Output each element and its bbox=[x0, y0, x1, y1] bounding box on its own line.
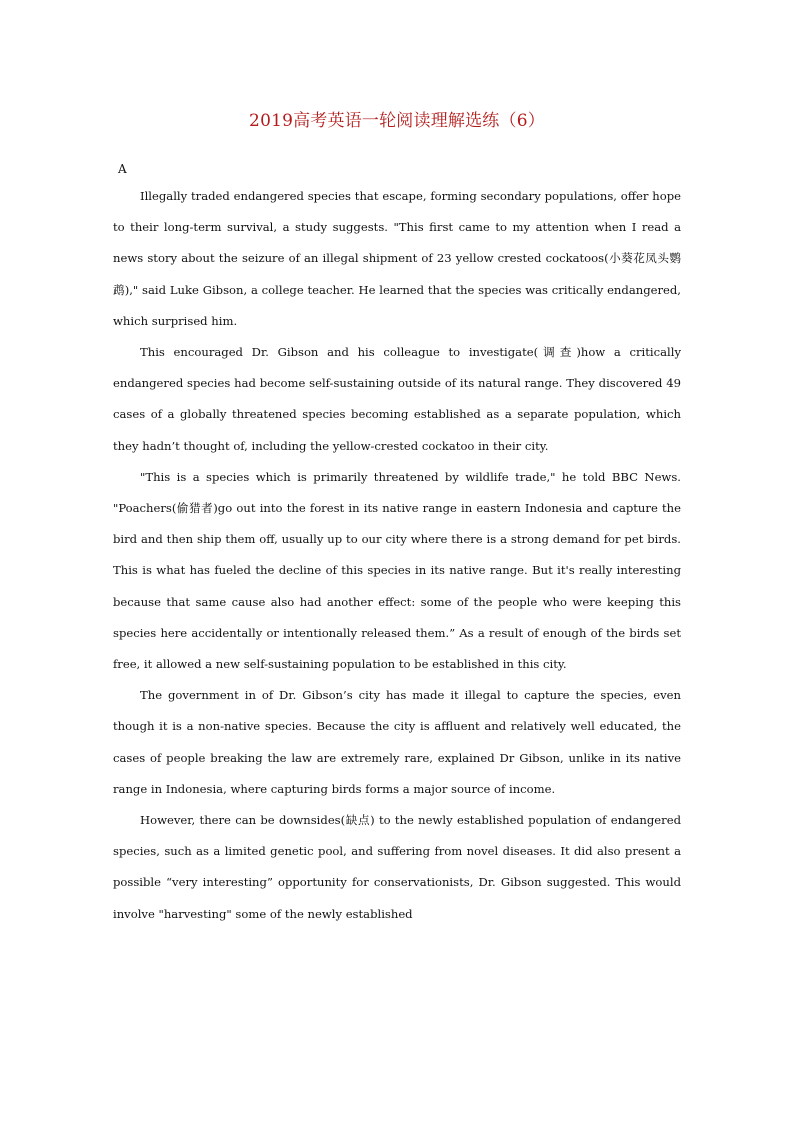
passage-body bbox=[113, 181, 681, 930]
paragraph: The government in of Dr. Gibson’s city has made it illegal to capture the species, even though it is a non-native species. Because the city is affluent and relatively well educated, the cases of people breaking the law are extremely rare, explained Dr Gibson, unlike in its native range in Indonesia, where capturing birds forms a major source of income. bbox=[113, 688, 681, 796]
paragraph: However, there can be downsides(缺点) to the newly established population of endangered species, such as a limited genetic pool, and suffering from novel diseases. It did also present a possible “very interesting” opportunity for conservationists, Dr. Gibson suggested. This would involve "harvesting" some of the newly established bbox=[113, 813, 681, 921]
paragraph: Illegally traded endangered species that escape, forming secondary populations, offer hope to their long-term survival, a study suggests. "This first came to my attention when I read a news story about the seizure of an illegal shipment of 23 yellow crested cockatoos(小葵花凤头鹦鹉)," said Luke Gibson, a college teacher. He learned that the species was critically endangered, which surprised him. bbox=[113, 189, 681, 328]
section-label: A bbox=[118, 162, 127, 176]
document-title: 2019高考英语一轮阅读理解选练（6） bbox=[249, 111, 545, 131]
paragraph: This encouraged Dr. Gibson and his colleague to investigate(调查)how a critically endangered species had become self-sustaining outside of its natural range. They discovered 49 cases of a globally threatened species becoming established as a separate population, which they hadn’t thought of, including the yellow-crested cockatoo in their city. bbox=[113, 345, 681, 453]
paragraph: "This is a species which is primarily threatened by wildlife trade," he told BBC News. "Poachers(偷猎者)go out into the forest in its native range in eastern Indonesia and capture the bird and then ship them off, usually up to our city where there is a strong demand for pet birds. This is what has fueled the decline of this species in its native range. But it's really interesting because that same cause also had another effect: some of the people who were keeping this species here accidentally or intentionally released them.” As a result of enough of the birds set free, it allowed a new self-sustaining population to be established in this city. bbox=[113, 469, 681, 672]
